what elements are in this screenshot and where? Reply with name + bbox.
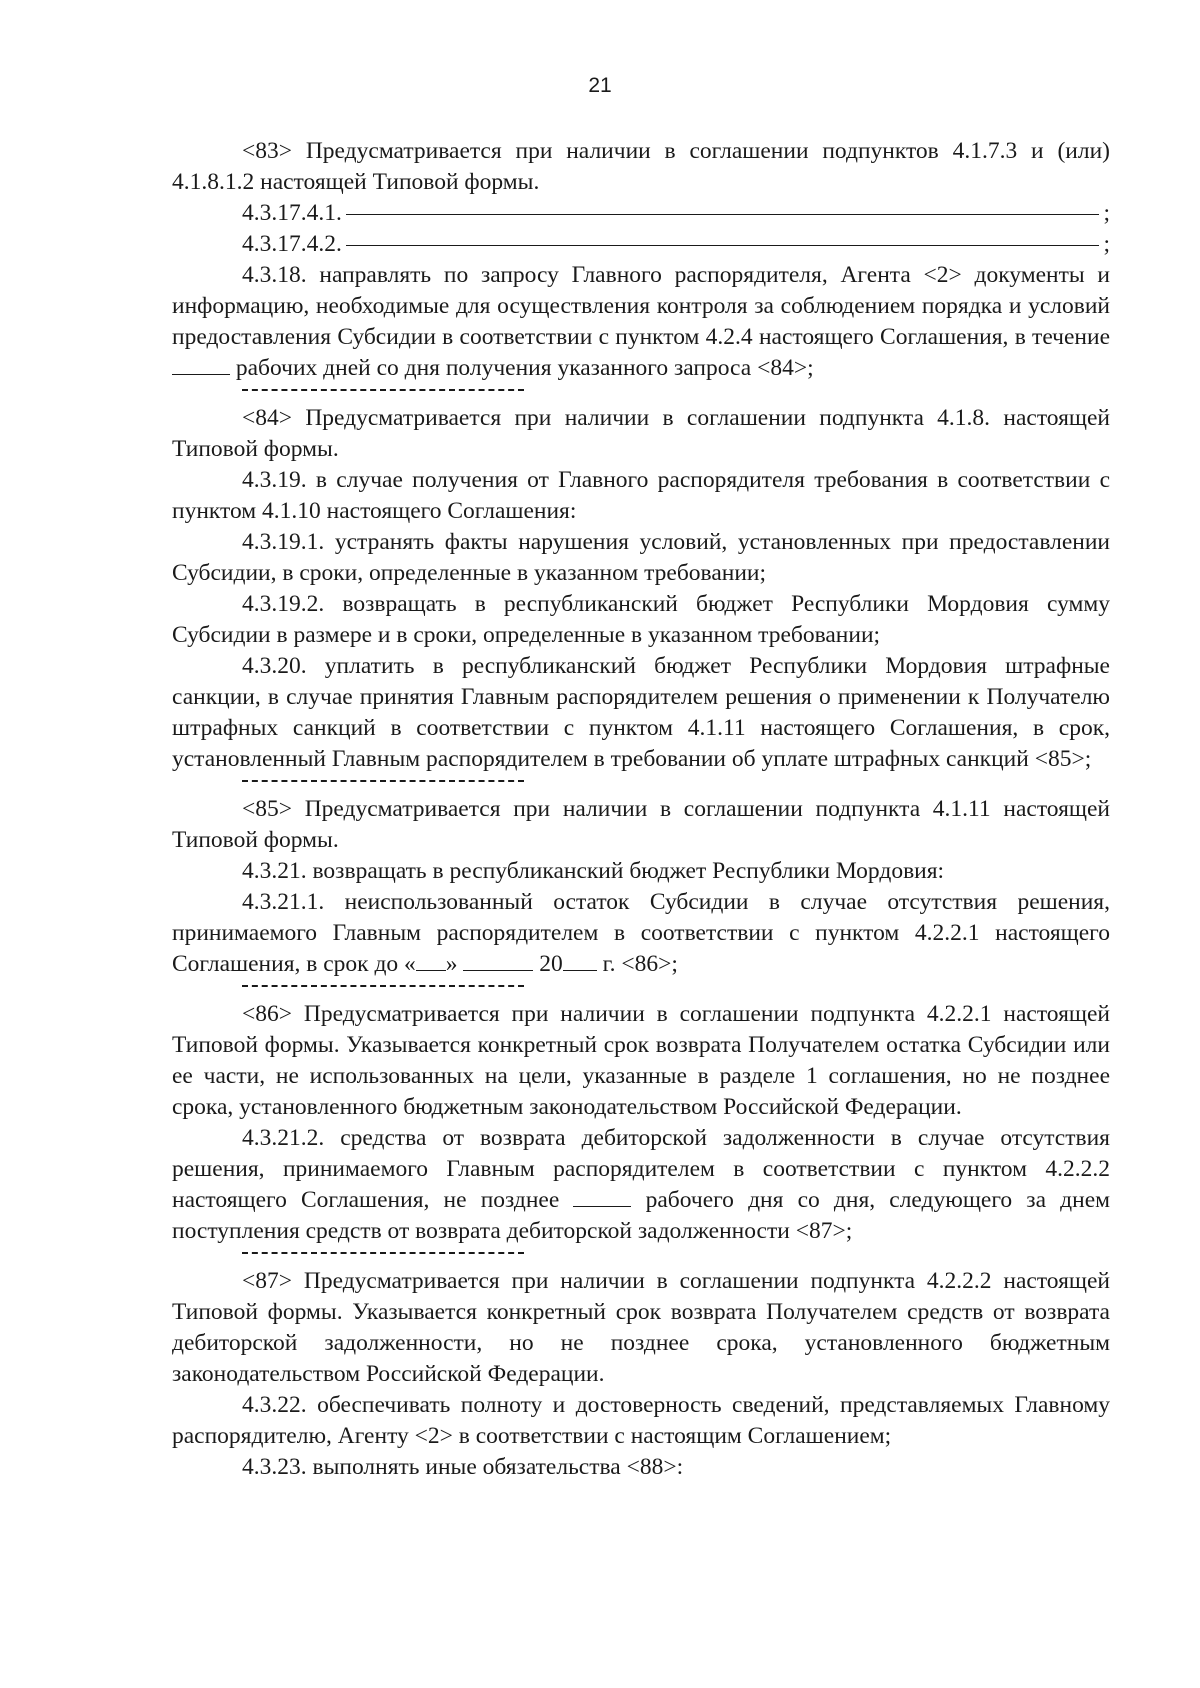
days-blank — [573, 1188, 631, 1207]
fill-in-blank — [346, 214, 1100, 215]
month-blank — [463, 952, 533, 971]
closing-quote: » — [445, 951, 458, 977]
line-end: ; — [1103, 231, 1110, 257]
document-body — [172, 136, 1110, 1483]
page-number: 21 — [588, 74, 612, 97]
item-4-3-20: 4.3.20. уплатить в республиканский бюджет Республики Мордовия штрафные санкции, в случае принятия Главным распорядителем решения о применении к Получателю штрафных санкций в соответствии с пунктом 4.1.11 настоящего Соглашения, в срок, установленный Главным распорядителем в требовании об уплате штрафных санкций <85>; — [172, 653, 1110, 772]
footnote-86: <86> Предусматривается при наличии в соглашении подпункта 4.2.2.1 настоящей Типовой формы. Указывается конкретный срок возврата Получателем остатка Субсидии или ее части, не использованных на цели, указанные в разделе 1 соглашения, но не позднее срока, установленного бюджетным законодательством Российской Федерации. — [172, 1001, 1110, 1120]
footnote-87: <87> Предусматривается при наличии в соглашении подпункта 4.2.2.2 настоящей Типовой формы. Указывается конкретный срок возврата Получателем средств от возврата дебиторской задолженности, но не позднее срока, установленного бюджетным законодательством Российской Федерации. — [172, 1268, 1110, 1387]
footnote-83: <83> Предусматривается при наличии в соглашении подпунктов 4.1.7.3 и (или) 4.1.8.1.2 настоящей Типовой формы. — [172, 138, 1110, 195]
item-4-3-21-1-text: 4.3.21.1. неиспользованный остаток Субсидии в случае отсутствия решения, принимаемого Главным распорядителем в соответствии с пунктом 4.2.2.1 настоящего Соглашения, в срок до « — [172, 889, 1110, 977]
item-4-3-21-1-end: г. <86>; — [602, 951, 678, 977]
item-4-3-18 — [172, 260, 1110, 384]
item-4-3-18-text: 4.3.18. направлять по запросу Главного распорядителя, Агента <2> документы и информацию, необходимые для осуществления контроля за соблюдением порядка и условий предоставления Субсидии в соответствии с пунктом 4.2.4 настоящего Соглашения, в течение — [172, 262, 1110, 350]
item-4-3-21-1 — [172, 887, 1110, 980]
footnote-separator — [242, 985, 524, 987]
days-blank — [172, 356, 230, 375]
item-4-3-19-1: 4.3.19.1. устранять факты нарушения условий, установленных при предоставлении Субсидии, в сроки, определенные в указанном требовании; — [172, 529, 1110, 586]
fill-in-blank — [346, 245, 1100, 246]
footnote-separator — [242, 389, 524, 391]
item-4-3-17-4-2 — [242, 229, 1110, 260]
item-4-3-18-text-end: рабочих дней со дня получения указанного запроса <84>; — [235, 355, 814, 381]
year-blank — [563, 952, 597, 971]
item-4-3-21-2-text-end: рабочего дня со дня, следующего за днем поступления средств от возврата дебиторской задолженности <87>; — [172, 1187, 1111, 1244]
item-4-3-23: 4.3.23. выполнять иные обязательства <88>: — [242, 1454, 684, 1480]
item-4-3-21-2 — [172, 1123, 1110, 1247]
day-blank — [416, 952, 446, 971]
item-4-3-21-2-text: 4.3.21.2. средства от возврата дебиторской задолженности в случае отсутствия решения, принимаемого Главным распорядителем в соответствии с пунктом 4.2.2.2 настоящего Соглашения, не позднее — [172, 1125, 1110, 1213]
item-4-3-22: 4.3.22. обеспечивать полноту и достоверность сведений, представляемых Главному распорядителю, Агенту <2> в соответствии с настоящим Соглашением; — [172, 1392, 1110, 1449]
footnote-85: <85> Предусматривается при наличии в соглашении подпункта 4.1.11 настоящей Типовой формы. — [172, 796, 1110, 853]
item-4-3-21: 4.3.21. возвращать в республиканский бюджет Республики Мордовия: — [242, 858, 945, 884]
item-label: 4.3.17.4.1. — [242, 200, 342, 226]
footnote-84: <84> Предусматривается при наличии в соглашении подпункта 4.1.8. настоящей Типовой формы. — [172, 405, 1110, 462]
item-label: 4.3.17.4.2. — [242, 231, 342, 257]
item-4-3-17-4-1 — [242, 198, 1110, 229]
footnote-separator — [242, 780, 524, 782]
item-4-3-19-2: 4.3.19.2. возвращать в республиканский бюджет Республики Мордовия сумму Субсидии в размере и в сроки, определенные в указанном требовании; — [172, 591, 1110, 648]
item-4-3-19: 4.3.19. в случае получения от Главного распорядителя требования в соответствии с пунктом 4.1.10 настоящего Соглашения: — [172, 467, 1110, 524]
footnote-separator — [242, 1252, 524, 1254]
year-prefix: 20 — [539, 951, 563, 977]
line-end: ; — [1103, 200, 1110, 226]
